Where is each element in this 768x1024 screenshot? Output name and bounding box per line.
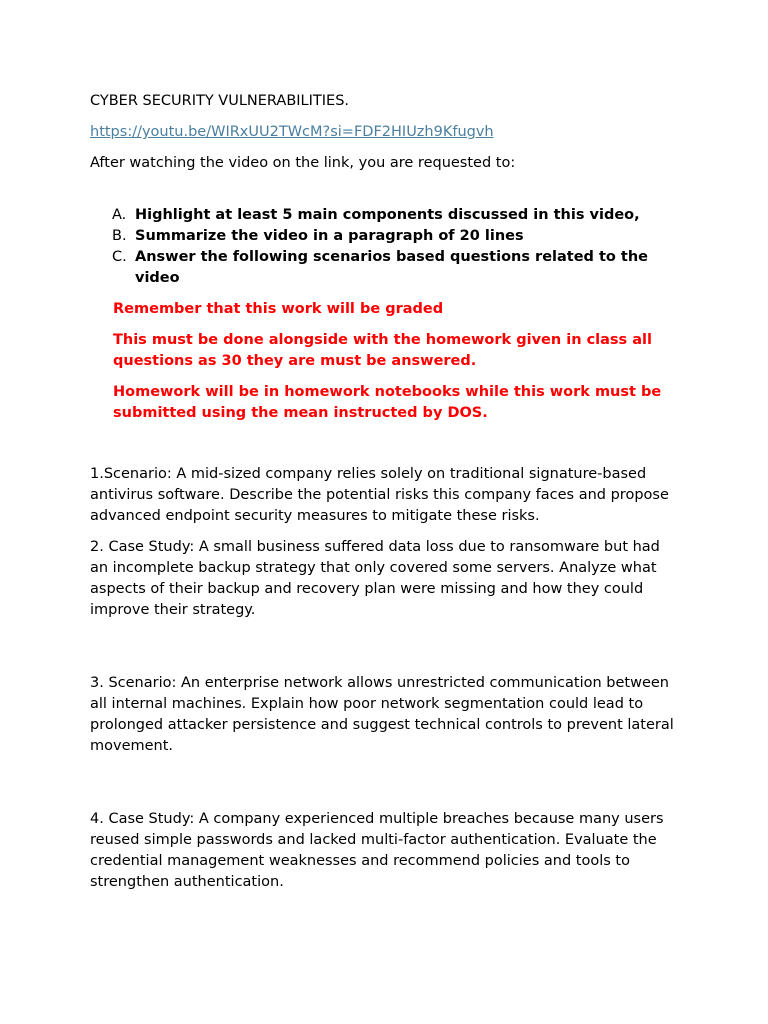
task-list xyxy=(90,205,680,289)
question-1: 1.Scenario: A mid-sized company relies solely on traditional signature-based antivirus software. Describe the potential risks this company faces and propose advanced endpoint security measures to mitigate these risks. xyxy=(90,466,669,524)
intro-text: After watching the video on the link, you are requested to: xyxy=(90,155,516,171)
document-title: CYBER SECURITY VULNERABILITIES. xyxy=(90,93,350,109)
task-letter: C. xyxy=(112,249,127,265)
video-link[interactable]: https://youtu.be/WIRxUU2TWcM?si=FDF2HIUzh9Kfugvh xyxy=(90,124,494,140)
question-3: 3. Scenario: An enterprise network allows unrestricted communication between all internal machines. Explain how poor network segmentation could lead to prolonged attacker persistence and suggest technical controls to prevent lateral movement. xyxy=(90,675,674,754)
question-2: 2. Case Study: A small business suffered data loss due to ransomware but had an incomplete backup strategy that only covered some servers. Analyze what aspects of their backup and recovery plan were missing and how they could improve their strategy. xyxy=(90,539,660,618)
document-page xyxy=(90,91,680,893)
task-item-c xyxy=(90,247,680,289)
task-text: Summarize the video in a paragraph of 20 lines xyxy=(135,228,524,244)
warning-graded: Remember that this work will be graded xyxy=(113,301,444,317)
task-letter: A. xyxy=(112,207,127,223)
question-4: 4. Case Study: A company experienced multiple breaches because many users reused simple passwords and lacked multi-factor authentication. Evaluate the credential management weaknesses and recommend policies and tools to strengthen authentication. xyxy=(90,811,664,890)
task-text: Answer the following scenarios based questions related to the video xyxy=(135,249,649,286)
task-item-a xyxy=(90,205,680,226)
questions-block xyxy=(90,464,680,893)
task-text: Highlight at least 5 main components discussed in this video, xyxy=(135,207,640,223)
warnings-block xyxy=(113,299,680,424)
warning-homework-alongside: This must be done alongside with the homework given in class all questions as 30 they are must be answered. xyxy=(113,332,652,369)
task-item-b xyxy=(90,226,680,247)
task-letter: B. xyxy=(112,228,127,244)
warning-submission: Homework will be in homework notebooks while this work must be submitted using the mean instructed by DOS. xyxy=(113,384,662,421)
